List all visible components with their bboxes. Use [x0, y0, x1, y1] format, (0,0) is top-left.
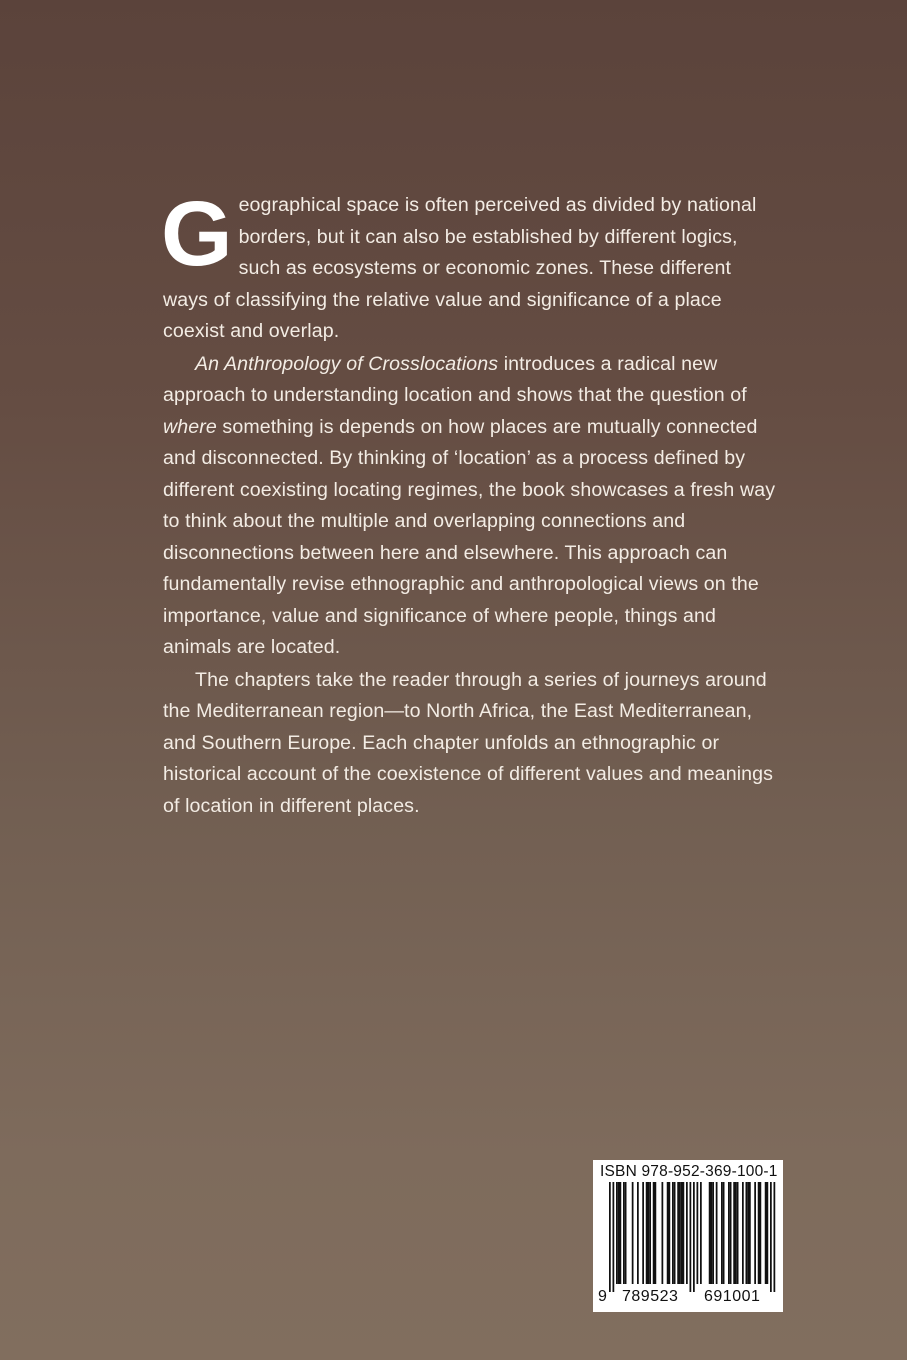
barcode-digits-right: 691001: [704, 1288, 761, 1305]
barcode-bar: [754, 1182, 756, 1284]
barcode-bar: [716, 1182, 718, 1284]
drop-cap-letter: G: [161, 183, 231, 285]
emphasis-where: where: [163, 415, 217, 438]
barcode-bar: [774, 1182, 776, 1292]
barcode-bar: [618, 1182, 620, 1284]
barcode-bar: [662, 1182, 664, 1284]
barcode-bar: [690, 1182, 692, 1292]
barcode-bar: [653, 1182, 655, 1284]
barcode-bar: [697, 1182, 699, 1284]
book-title: An Anthropology of Crosslocations: [195, 352, 499, 375]
blurb-paragraph-3-text: The chapters take the reader through a series of journeys around the Mediterranean region—to North Africa, the East Mediterranean, and Southern Europe. Each chapter unfolds an ethnographic or historical account of the coexistence of different values and meanings of location in different places.: [163, 668, 774, 817]
barcode-bar: [637, 1182, 639, 1284]
barcode-bar: [765, 1182, 767, 1284]
barcode-bar: [709, 1182, 711, 1284]
barcode-bar: [770, 1182, 772, 1292]
barcode-bar: [711, 1182, 713, 1284]
barcode-bar: [712, 1182, 714, 1284]
barcode-bar: [749, 1182, 751, 1284]
blurb-paragraph-1: [161, 183, 778, 348]
barcode-bar: [747, 1182, 749, 1284]
blurb-paragraph-3: [163, 665, 778, 823]
barcode-bar: [674, 1182, 676, 1284]
blurb-paragraph-1-text: eographical space is often perceived as divided by national borders, but it can also be established by different logics, such as ecosystems or economic zones. These different ways of classifying the relative value and significance of a place coexist and overlap.: [163, 194, 757, 342]
barcode-bar: [648, 1182, 650, 1284]
barcode-bar: [625, 1182, 627, 1284]
barcode-bar: [632, 1182, 634, 1284]
barcode-bar: [672, 1182, 674, 1284]
barcode-bar: [681, 1182, 683, 1284]
isbn-barcode: [593, 1160, 783, 1312]
barcode-bars: [593, 1182, 783, 1294]
barcode-bar: [728, 1182, 730, 1284]
barcode-bar: [646, 1182, 648, 1284]
barcode-bar: [737, 1182, 739, 1284]
barcode-bar: [767, 1182, 769, 1284]
barcode-digit-first: 9: [598, 1288, 608, 1305]
barcode-bar: [683, 1182, 685, 1284]
barcode-bar: [742, 1182, 744, 1284]
blurb-paragraph-2-text-a: introduces a radical new approach to understanding location and shows that the question of: [163, 352, 747, 406]
barcode-bar: [723, 1182, 725, 1284]
barcode-bar: [721, 1182, 723, 1284]
barcode-bar: [669, 1182, 671, 1284]
barcode-bar: [609, 1182, 611, 1292]
barcode-bar: [733, 1182, 735, 1284]
barcode-bar: [758, 1182, 760, 1284]
blurb-paragraph-2: [163, 349, 778, 664]
isbn-label: ISBN 978-952-369-100-1: [600, 1163, 778, 1180]
barcode-bar: [620, 1182, 622, 1284]
back-cover-blurb: [161, 183, 778, 822]
barcode-bar: [730, 1182, 732, 1284]
barcode-bar: [623, 1182, 625, 1284]
barcode-bar: [679, 1182, 681, 1284]
barcode-bar: [746, 1182, 748, 1284]
barcode-bar: [693, 1182, 695, 1292]
barcode-bar: [760, 1182, 762, 1284]
barcode-bar: [686, 1182, 688, 1284]
blurb-paragraph-2-text-b: something is depends on how places are mutually connected and disconnected. By thinking of ‘location’ as a process defined by different coexisting locating regimes, the book showcases a fresh way to think about the multiple and overlapping connections and disconnections between here and elsewhere. This approach can fundamentally revise ethnographic and anthropological views on the importance, value and significance of where people, things and animals are located.: [163, 415, 776, 658]
barcode-bar: [616, 1182, 618, 1284]
barcode-digits-left: 789523: [622, 1288, 679, 1305]
barcode-bar: [642, 1182, 644, 1284]
barcode-bar: [655, 1182, 657, 1284]
barcode-bar: [677, 1182, 679, 1284]
barcode-bar: [649, 1182, 651, 1284]
barcode-bar: [735, 1182, 737, 1284]
barcode-bar: [613, 1182, 615, 1292]
barcode-bar: [700, 1182, 702, 1284]
barcode-bar: [667, 1182, 669, 1284]
